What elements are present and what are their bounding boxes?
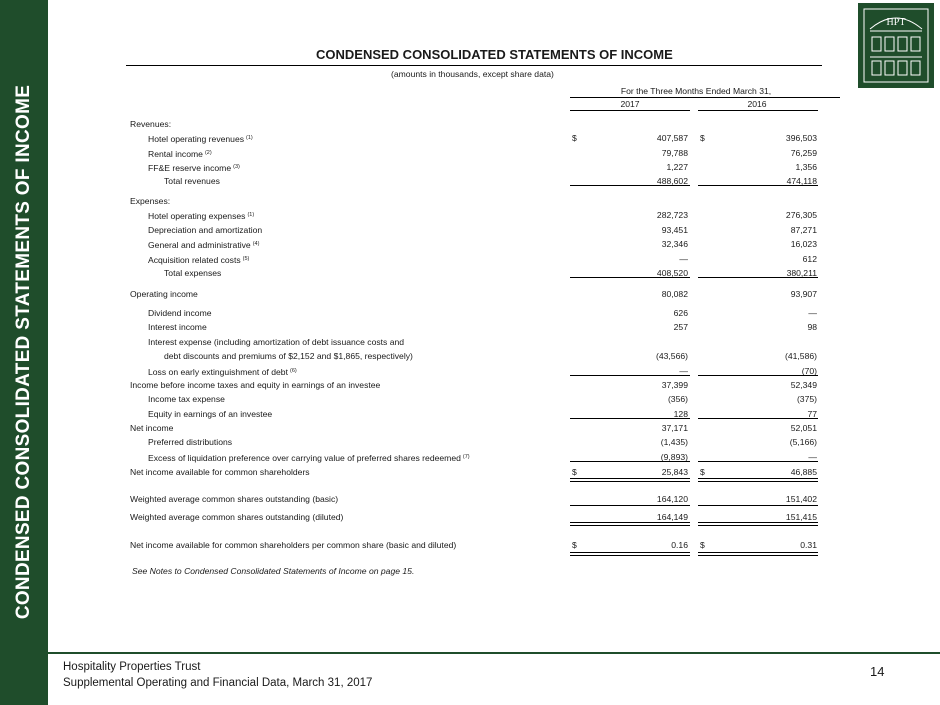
row-label [130, 118, 171, 130]
row-label [164, 350, 413, 362]
value-2016: (5,166) [789, 437, 817, 447]
table-row [0, 539, 940, 551]
value-2017: 37,171 [661, 423, 688, 433]
row-label-text: Loss on early extinguishment of debt [148, 367, 288, 377]
subtotal-underline [698, 505, 818, 506]
table-row [0, 147, 940, 159]
row-label [148, 307, 212, 319]
row-label-text: General and administrative [148, 240, 251, 250]
footnote-marker: (7) [462, 454, 470, 460]
value-2017: 257 [673, 322, 688, 332]
value-2016: 93,907 [790, 289, 817, 299]
table-row [0, 379, 940, 391]
footnote-marker: (1) [246, 135, 253, 141]
value-2017: — [679, 366, 688, 376]
table-row [0, 238, 940, 250]
row-label [130, 493, 338, 505]
table-row [0, 422, 940, 434]
row-label-text: Revenues: [130, 119, 172, 129]
double-underline [698, 555, 818, 556]
row-label [148, 365, 297, 378]
subtotal-underline [698, 185, 818, 186]
subtotal-underline [570, 461, 690, 462]
value-2017: (43,566) [655, 351, 688, 361]
row-label [164, 267, 221, 279]
table-row [0, 466, 940, 478]
row-label-text: Operating income [130, 289, 198, 299]
row-label [130, 379, 380, 391]
row-label-text: Dividend income [148, 308, 212, 318]
subtotal-underline [698, 461, 818, 462]
subtotal-underline [570, 505, 690, 506]
value-2016: (41,586) [784, 351, 817, 361]
table-row [0, 209, 940, 221]
row-label [130, 288, 198, 300]
row-label-text: Net income [130, 423, 174, 433]
footnote-marker: (3) [233, 164, 240, 170]
row-label-text: Expenses: [130, 196, 171, 206]
table-row [0, 118, 940, 130]
value-2017: 32,346 [661, 239, 688, 249]
value-2016: 46,885 [790, 467, 817, 477]
currency-symbol: $ [572, 540, 577, 550]
value-2017: 408,520 [656, 268, 688, 278]
value-2017: 282,723 [656, 210, 688, 220]
row-label [130, 195, 170, 207]
row-label [130, 539, 456, 551]
table-row [0, 493, 940, 505]
value-2016: 87,271 [790, 225, 817, 235]
value-2017: 79,788 [661, 148, 688, 158]
row-label [148, 451, 470, 464]
row-label-text: Net income available for common shareholders per common share (basic and diluted) [130, 540, 457, 550]
footnote-marker: (4) [252, 241, 260, 247]
footer-subtitle: Supplemental Operating and Financial Data, March 31, 2017 [63, 677, 373, 689]
row-label [130, 422, 173, 434]
table-row [0, 436, 940, 448]
subtotal-underline [570, 185, 690, 186]
double-underline [570, 481, 690, 482]
value-2017: 37,399 [661, 380, 688, 390]
table-row [0, 321, 940, 333]
value-2016: 76,259 [790, 148, 817, 158]
value-2017: 93,451 [661, 225, 688, 235]
value-2016: 612 [802, 254, 817, 264]
notes-reference: See Notes to Condensed Consolidated Statements of Income on page 15. [132, 566, 415, 576]
row-label-text: Income tax expense [148, 394, 225, 404]
subtotal-underline [698, 277, 818, 278]
table-row [0, 336, 940, 348]
value-2017: 626 [673, 308, 688, 318]
row-label-text: Excess of liquidation preference over carrying value of preferred shares redeemed [148, 453, 461, 463]
currency-symbol: $ [572, 133, 577, 143]
value-2016: 77 [807, 409, 817, 419]
value-2017: (356) [667, 394, 688, 404]
row-label-text: Net income available for common shareholders [130, 467, 310, 477]
subtotal-underline [698, 418, 818, 419]
row-label-text: Rental income [148, 149, 203, 159]
value-2016: 52,051 [790, 423, 817, 433]
value-2016: 380,211 [786, 268, 817, 278]
value-2017: 407,587 [656, 133, 688, 143]
row-label-text: Preferred distributions [148, 437, 233, 447]
year-2017-divider [570, 110, 690, 111]
row-label-text: Total expenses [164, 268, 222, 278]
year-2017-header: 2017 [620, 99, 640, 109]
row-label-text: Total revenues [164, 176, 220, 186]
row-label [148, 132, 253, 145]
row-label-text: Weighted average common shares outstanding (basic) [130, 494, 339, 504]
value-2016: — [808, 452, 817, 462]
subtotal-underline [570, 418, 690, 419]
value-2016: 151,415 [785, 512, 817, 522]
row-label [148, 209, 254, 222]
value-2016: 1,356 [795, 162, 817, 172]
value-2016: 52,349 [790, 380, 817, 390]
value-2016: 16,023 [790, 239, 817, 249]
value-2016: 396,503 [785, 133, 817, 143]
page-number: 14 [870, 664, 885, 679]
value-2017: — [679, 254, 688, 264]
double-underline [698, 525, 818, 526]
row-label [148, 393, 225, 405]
row-label-text: debt discounts and premiums of $2,152 and $1,865, respectively) [164, 351, 413, 361]
statement-subtitle: (amounts in thousands, except share data) [391, 69, 554, 79]
double-underline [570, 525, 690, 526]
year-2016-header: 2016 [747, 99, 767, 109]
footer-company: Hospitality Properties Trust [63, 661, 201, 673]
value-2017: (9,893) [660, 452, 688, 462]
value-2017: 164,120 [656, 494, 688, 504]
double-underline [570, 478, 690, 479]
value-2016: (70) [801, 366, 817, 376]
row-label [148, 408, 272, 420]
row-label-text: Depreciation and amortization [148, 225, 263, 235]
footnote-marker: (6) [289, 368, 297, 374]
value-2017: 1,227 [666, 162, 688, 172]
value-2016: (375) [796, 394, 817, 404]
statement-title: CONDENSED CONSOLIDATED STATEMENTS OF INCOME [316, 47, 673, 62]
subtotal-underline [698, 375, 818, 376]
period-header: For the Three Months Ended March 31, [620, 86, 772, 96]
double-underline [570, 522, 690, 523]
footnote-marker: (5) [242, 256, 250, 262]
value-2016: — [808, 308, 817, 318]
value-2016: 0.31 [800, 540, 817, 550]
value-2017: 164,149 [656, 512, 688, 522]
value-2016: 98 [807, 322, 817, 332]
value-2017: 488,602 [656, 176, 688, 186]
double-underline [570, 555, 690, 556]
row-label [148, 253, 249, 266]
row-label-text: Hotel operating revenues [148, 134, 245, 144]
sidebar-title: CONDENSED CONSOLIDATED STATEMENTS OF INCOME [13, 84, 34, 620]
row-label [130, 466, 310, 478]
row-label-text: Interest income [148, 322, 207, 332]
table-row [0, 161, 940, 173]
hpt-building-icon [858, 3, 934, 88]
table-row [0, 393, 940, 405]
row-label [148, 224, 262, 236]
row-label-text: FF&E reserve income [148, 163, 232, 173]
value-2016: 276,305 [785, 210, 817, 220]
year-2016-divider [698, 110, 818, 111]
value-2017: (1,435) [660, 437, 688, 447]
row-label-text: Weighted average common shares outstanding (diluted) [130, 512, 344, 522]
subtotal-underline [570, 375, 690, 376]
row-label [148, 321, 207, 333]
row-label-text: Income before income taxes and equity in earnings of an investee [130, 380, 381, 390]
double-underline [698, 478, 818, 479]
value-2017: 25,843 [661, 467, 688, 477]
currency-symbol: $ [700, 540, 705, 550]
table-row [0, 288, 940, 300]
row-label [148, 336, 404, 348]
table-row [0, 307, 940, 319]
value-2017: 128 [673, 409, 688, 419]
value-2017: 0.16 [671, 540, 688, 550]
title-divider [126, 65, 822, 66]
row-label-text: Acquisition related costs [148, 255, 241, 265]
row-label [148, 147, 212, 160]
subtotal-underline [570, 277, 690, 278]
row-label [148, 161, 240, 174]
footnote-marker: (1) [247, 212, 255, 218]
double-underline [570, 552, 690, 553]
table-row [0, 132, 940, 144]
row-label [148, 238, 259, 251]
table-row [0, 253, 940, 265]
double-underline [698, 522, 818, 523]
double-underline [698, 552, 818, 553]
currency-symbol: $ [572, 467, 577, 477]
currency-symbol: $ [700, 133, 705, 143]
row-label [130, 511, 343, 523]
footnote-marker: (2) [204, 150, 212, 156]
double-underline [698, 481, 818, 482]
period-divider [570, 97, 840, 98]
row-label-text: Interest expense (including amortization of debt issuance costs and [148, 337, 405, 347]
table-row [0, 195, 940, 207]
value-2017: 80,082 [661, 289, 688, 299]
table-row [0, 224, 940, 236]
row-label [164, 175, 220, 187]
footer-divider [48, 652, 940, 654]
value-2016: 151,402 [785, 494, 817, 504]
row-label-text: Equity in earnings of an investee [148, 409, 273, 419]
row-label [148, 436, 232, 448]
value-2016: 474,118 [786, 176, 817, 186]
currency-symbol: $ [700, 467, 705, 477]
logo-lettering: HPT [886, 17, 906, 28]
row-label-text: Hotel operating expenses [148, 211, 246, 221]
hpt-logo [858, 3, 934, 88]
table-row [0, 350, 940, 362]
